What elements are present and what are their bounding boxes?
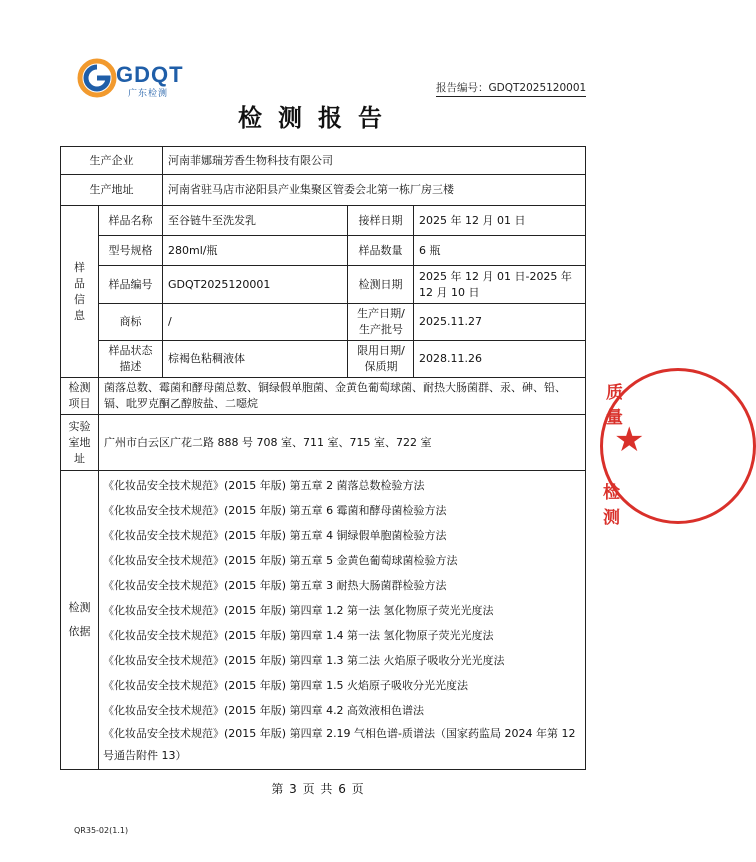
star-icon: ★ — [614, 420, 645, 460]
producer-value: 河南菲娜瑞芳香生物科技有限公司 — [163, 147, 586, 175]
producer-label: 生产企业 — [61, 147, 163, 175]
method-item: 《化妆品安全技术规范》(2015 年版) 第五章 3 耐热大肠菌群检验方法 — [103, 579, 447, 592]
items-label: 检测项目 — [61, 378, 99, 415]
method-item: 《化妆品安全技术规范》(2015 年版) 第四章 1.5 火焰原子吸收分光光度法 — [103, 679, 469, 692]
state-label: 样品状态描述 — [99, 341, 163, 378]
spec-label: 型号规格 — [99, 236, 163, 266]
method-item: 《化妆品安全技术规范》(2015 年版) 第四章 1.4 第一法 氢化物原子荧光光度法 — [103, 629, 494, 642]
method-item: 《化妆品安全技术规范》(2015 年版) 第四章 2.19 气相色谱-质谱法（国家药监局 2024 年第 12 号通告附件 13） — [103, 727, 576, 762]
trademark-value: / — [163, 304, 348, 341]
sample-no-value: GDQT2025120001 — [163, 266, 348, 304]
test-date-label: 检测日期 — [348, 266, 414, 304]
sample-no-label: 样品编号 — [99, 266, 163, 304]
method-item: 《化妆品安全技术规范》(2015 年版) 第四章 1.2 第一法 氢化物原子荧光光度法 — [103, 604, 494, 617]
sample-info-label: 样品信息 — [61, 206, 99, 378]
prod-date-value: 2025.11.27 — [414, 304, 586, 341]
test-date-value: 2025 年 12 月 01 日-2025 年 12 月 10 日 — [414, 266, 586, 304]
logo-subtext: 广东检测 — [128, 89, 169, 99]
receive-date-value: 2025 年 12 月 01 日 — [414, 206, 586, 236]
page-number: 第 3 页 共 6 页 — [271, 782, 365, 796]
report-number: 报告编号：GDQT2025120001 — [436, 80, 586, 97]
method-item: 《化妆品安全技术规范》(2015 年版) 第五章 4 铜绿假单胞菌检验方法 — [103, 529, 447, 542]
basis-label: 检测依据 — [61, 471, 99, 770]
prod-date-label: 生产日期/生产批号 — [348, 304, 414, 341]
quantity-label: 样品数量 — [348, 236, 414, 266]
method-item: 《化妆品安全技术规范》(2015 年版) 第四章 4.2 高效液相色谱法 — [103, 704, 425, 717]
sample-name-label: 样品名称 — [99, 206, 163, 236]
quantity-value: 6 瓶 — [414, 236, 586, 266]
expiry-label: 限用日期/保质期 — [348, 341, 414, 378]
spec-value: 280ml/瓶 — [163, 236, 348, 266]
address-label: 生产地址 — [61, 175, 163, 206]
report-table — [60, 146, 586, 770]
form-number: QR35-02(1.1) — [74, 826, 129, 835]
lab-value: 广州市白云区广花二路 888 号 708 室、711 室、715 室、722 室 — [99, 415, 586, 471]
stamp-text-top: 质量 — [606, 383, 623, 428]
methods-cell — [99, 471, 586, 770]
state-value: 棕褐色粘稠液体 — [163, 341, 348, 378]
trademark-label: 商标 — [99, 304, 163, 341]
sample-name-value: 至谷链牛至洗发乳 — [163, 206, 348, 236]
expiry-value: 2028.11.26 — [414, 341, 586, 378]
method-item: 《化妆品安全技术规范》(2015 年版) 第五章 5 金黄色葡萄球菌检验方法 — [103, 554, 458, 567]
logo-text: GDQT — [116, 62, 184, 87]
method-item: 《化妆品安全技术规范》(2015 年版) 第四章 1.3 第二法 火焰原子吸收分光光度法 — [103, 654, 505, 667]
page-title: 检测报告 — [238, 104, 398, 132]
items-value: 菌落总数、霉菌和酵母菌总数、铜绿假单胞菌、金黄色葡萄球菌、耐热大肠菌群、汞、砷、铅、镉、吡罗克酮乙醇胺盐、二噁烷 — [99, 378, 586, 415]
receive-date-label: 接样日期 — [348, 206, 414, 236]
stamp-text-bottom: 检测 — [603, 483, 620, 528]
method-item: 《化妆品安全技术规范》(2015 年版) 第五章 2 菌落总数检验方法 — [103, 479, 425, 492]
address-value: 河南省驻马店市泌阳县产业集聚区管委会北第一栋厂房三楼 — [163, 175, 586, 206]
lab-label: 实验室地址 — [61, 415, 99, 471]
method-item: 《化妆品安全技术规范》(2015 年版) 第五章 6 霉菌和酵母菌检验方法 — [103, 504, 447, 517]
